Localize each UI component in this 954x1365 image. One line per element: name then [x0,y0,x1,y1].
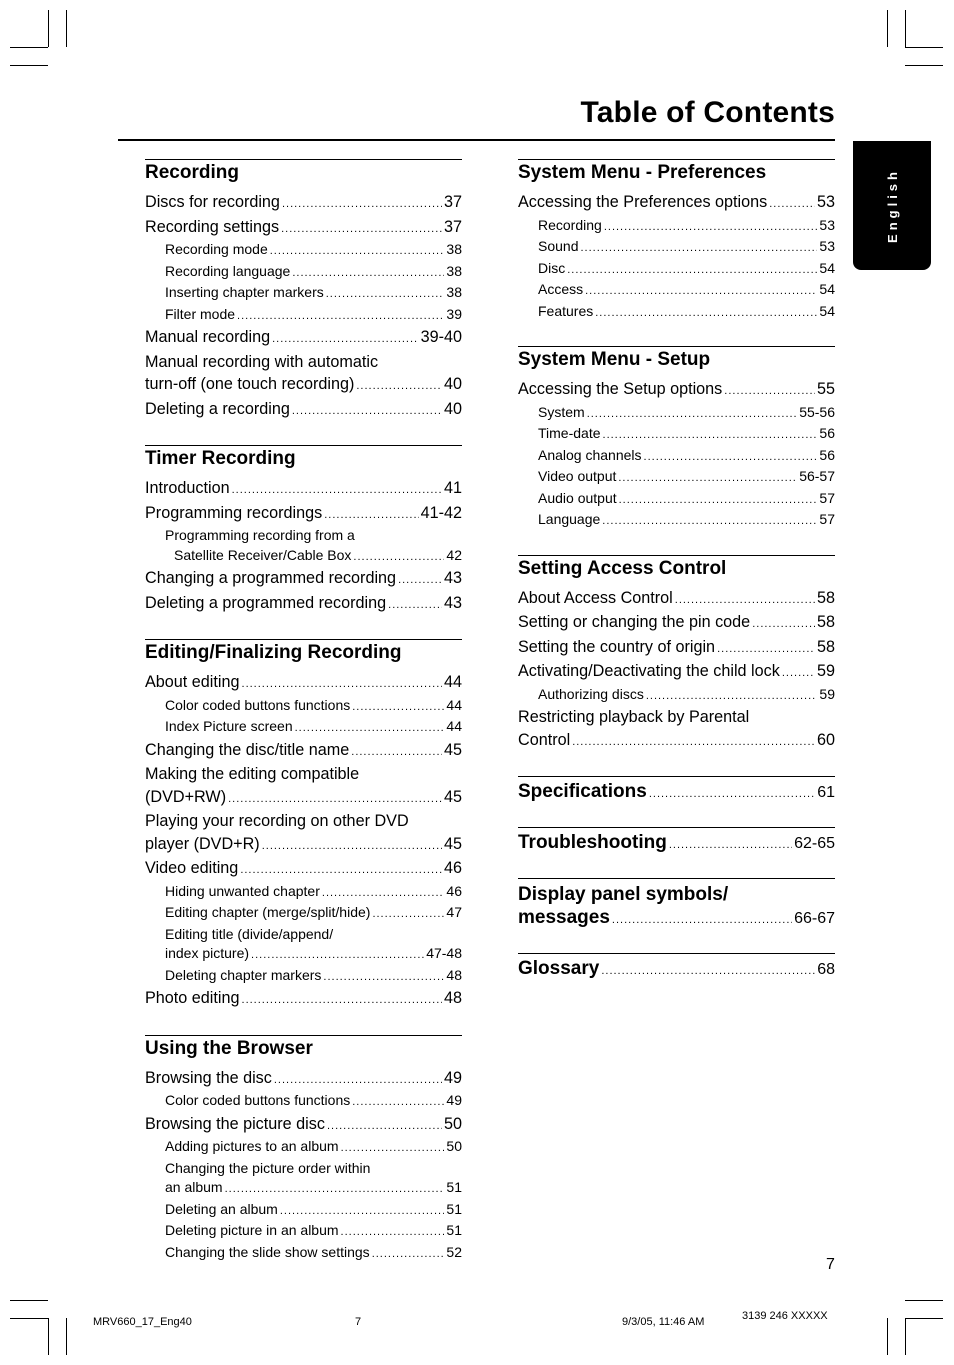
toc-entry-label: Audio output [538,489,617,506]
language-tab [853,141,931,270]
toc-entry[interactable] [518,280,835,302]
toc-entry-page: 58 [816,637,835,656]
toc-entry[interactable] [145,546,462,568]
dot-leader [225,1178,445,1200]
dot-leader [272,326,419,351]
toc-entry-label: Access [538,281,584,297]
toc-entry-page: 40 [443,399,462,418]
toc-section [145,159,462,422]
dot-leader [601,961,815,979]
toc-section [145,1035,462,1265]
toc-entry-lead: Programming recording from a [165,527,355,543]
footer-file: MRV660_17_Eng40 [93,1316,192,1328]
toc-entry-label: Deleting picture in an album [165,1222,339,1238]
toc-entry[interactable] [518,403,835,425]
toc-entry[interactable] [145,882,462,904]
toc-entry-label: Editing chapter (merge/split/hide) [165,904,371,920]
toc-entry[interactable] [518,660,835,685]
toc-entry-page: 58 [816,613,835,631]
crop-mark [905,47,943,48]
toc-entry[interactable] [145,191,462,216]
dot-leader [281,216,442,241]
toc-entry-page: 38 [446,284,462,300]
toc-entry-label: Setting or changing the pin code [518,613,751,631]
toc-entry[interactable] [145,477,462,502]
toc-entry-label: Recording [538,216,602,233]
dot-leader [398,567,442,592]
toc-entry[interactable] [145,216,462,241]
dot-leader [724,378,815,403]
toc-entry-label: Deleting a programmed recording [145,593,387,612]
toc-entry-label: Recording settings [145,217,280,236]
section-heading: Setting Access Control [518,555,835,583]
toc-entry[interactable] [145,502,462,527]
toc-section [145,639,462,1012]
toc-entry-page: 55-56 [799,403,835,420]
toc-entry-label: Time-date [538,425,601,441]
toc-entry-page: 53 [816,193,835,211]
toc-section [518,555,835,754]
dot-leader [372,903,444,925]
dot-leader [341,1221,445,1243]
toc-entry[interactable] [518,685,835,707]
toc-entry-page: 47 [446,904,462,920]
dot-leader [644,446,818,468]
dot-leader [372,1243,445,1265]
dot-leader [572,729,815,754]
dot-leader [232,477,442,502]
toc-section [518,159,835,323]
page-number: 7 [826,1256,835,1273]
toc-entry-label: Video editing [145,859,239,877]
dot-leader [242,671,442,696]
toc-major-entry[interactable] [518,776,835,803]
toc-entry-page: 50 [443,1114,462,1133]
toc-entry-label: turn-off (one touch recording) [145,375,355,393]
toc-entry[interactable] [145,1113,462,1138]
toc-right-column [518,159,835,1004]
crop-mark [905,65,943,66]
dot-leader [567,259,817,281]
toc-entry[interactable] [145,987,462,1012]
toc-entry[interactable] [145,567,462,592]
dot-leader [280,1200,445,1222]
toc-entry-page: 43 [443,593,462,612]
section-heading: Recording [145,159,462,187]
toc-entry-label: Browsing the disc [145,1068,272,1087]
toc-entry-label: Satellite Receiver/Cable Box [174,546,352,563]
footer-code: 3139 246 XXXXX [742,1310,828,1322]
toc-entry-page: 59 [816,662,835,680]
toc-entry-label: Recording language [165,262,291,279]
dot-leader [270,240,445,262]
toc-entry-label: player (DVD+R) [145,834,260,853]
toc-entry[interactable] [518,467,835,489]
toc-entry-lead: Restricting playback by Parental [518,708,750,726]
dot-leader [292,398,442,423]
dot-leader [649,784,815,802]
toc-entry-page: 49 [446,1092,462,1108]
toc-entry-page: 45 [443,834,462,853]
toc-entry-page: 53 [819,238,835,254]
toc-entry[interactable] [145,1067,462,1092]
toc-section [145,445,462,616]
toc-entry-lead: Display panel symbols/ [518,884,729,905]
toc-entry-label: Introduction [145,479,230,497]
toc-entry-page: 61 [817,784,835,801]
crop-mark [48,1318,49,1355]
toc-entry-page: 60 [816,730,835,749]
section-heading: Timer Recording [145,445,462,473]
toc-entry-label: Photo editing [145,989,240,1007]
toc-entry-label: Control [518,730,571,749]
toc-entry-lead: Editing title (divide/append/ [165,925,334,942]
toc-entry-page: 44 [446,696,462,713]
toc-entry-lead: Playing your recording on other DVD [145,812,409,830]
toc-left-column [145,159,462,1287]
toc-entry[interactable] [145,966,462,988]
toc-entry-label: Activating/Deactivating the child lock [518,662,780,680]
toc-entry[interactable] [518,636,835,661]
toc-entry[interactable] [145,1137,462,1159]
dot-leader [675,587,815,612]
toc-entry-page: 57 [819,489,835,506]
toc-entry[interactable] [518,216,835,238]
toc-entry-label: Deleting a recording [145,399,290,418]
toc-entry[interactable] [145,240,462,262]
dot-leader [619,489,818,511]
toc-entry-label: Accessing the Setup options [518,380,723,398]
toc-entry-lead: Changing the picture order within [165,1159,371,1176]
dot-leader [251,944,424,966]
dot-leader [388,592,442,617]
toc-entry[interactable] [145,857,462,882]
dot-leader [242,987,442,1012]
dot-leader [282,191,442,216]
toc-entry-label: Filter mode [165,305,236,322]
toc-entry[interactable] [145,696,462,718]
dot-leader [237,305,444,327]
toc-entry-label: Analog channels [538,446,642,463]
toc-entry-label: Programming recordings [145,503,323,522]
dot-leader [324,502,418,527]
dot-leader [352,1091,444,1113]
toc-entry-page: 39-40 [420,328,462,346]
toc-entry-label: Setting the country of origin [518,637,716,656]
toc-entry-page: 48 [443,989,462,1007]
footer-date: 9/3/05, 11:46 AM [622,1316,705,1328]
toc-entry[interactable] [145,1243,462,1265]
dot-leader [351,739,442,764]
toc-entry-label: Adding pictures to an album [165,1138,339,1154]
toc-entry-lead: Making the editing compatible [145,765,360,783]
toc-entry-label: System [538,403,585,420]
toc-entry-page: 41-42 [420,503,462,522]
crop-mark [887,1318,888,1355]
toc-section [518,346,835,532]
toc-entry-label: Changing the disc/title name [145,740,350,759]
toc-entry-label: Sound [538,238,579,254]
toc-entry[interactable] [145,833,462,858]
toc-entry-label: (DVD+RW) [145,787,227,806]
toc-entry-label: Browsing the picture disc [145,1114,325,1133]
toc-entry-page: 39 [446,305,462,322]
toc-entry[interactable] [145,786,462,811]
dot-leader [295,717,445,739]
section-heading: Using the Browser [145,1035,462,1063]
toc-entry-page: 58 [816,588,835,607]
toc-entry-page: 45 [443,740,462,759]
toc-entry-label: Glossary [518,958,600,979]
dot-leader [322,882,445,904]
crop-mark [887,10,888,47]
crop-mark [905,1300,943,1301]
toc-entry-page: 54 [819,281,835,297]
toc-entry[interactable] [518,378,835,403]
toc-entry-page: 47-48 [426,945,462,961]
toc-entry-page: 48 [446,966,462,983]
toc-entry[interactable] [145,398,462,423]
toc-entry-page: 40 [443,375,462,393]
toc-entry[interactable] [518,237,835,259]
toc-entry-page: 59 [819,685,835,702]
toc-entry-label: Deleting chapter markers [165,966,322,983]
dot-leader [274,1067,442,1092]
toc-entry-page: 44 [443,673,462,691]
toc-entry-page: 49 [443,1068,462,1087]
toc-entry[interactable] [145,373,462,398]
toc-entry-label: Disc [538,259,566,276]
toc-major-entry[interactable] [518,953,835,980]
dot-leader [292,262,444,284]
toc-entry-page: 37 [443,217,462,236]
crop-mark [905,10,906,47]
section-heading: System Menu - Setup [518,346,835,374]
toc-entry[interactable] [145,903,462,925]
dot-leader [341,1137,445,1159]
toc-entry-page: 50 [446,1138,462,1154]
toc-major-entry[interactable] [518,878,835,929]
toc-entry[interactable] [145,717,462,739]
title-rule [118,139,835,141]
toc-entry-label: Manual recording [145,328,271,346]
toc-entry[interactable] [145,944,462,966]
toc-entry[interactable] [145,671,462,696]
toc-entry-page: 51 [446,1222,462,1238]
toc-entry[interactable] [145,739,462,764]
toc-entry-label: index picture) [165,945,250,961]
page-title: Table of Contents [580,96,835,129]
dot-leader [587,403,798,425]
toc-entry-page: 56 [819,425,835,441]
toc-entry[interactable] [518,587,835,612]
toc-entry-label: Changing the slide show settings [165,1243,370,1260]
crop-mark [66,1318,67,1355]
dot-leader [228,786,442,811]
toc-entry-label: Inserting chapter markers [165,284,324,300]
toc-entry[interactable] [145,592,462,617]
dot-leader [603,424,818,446]
section-heading: Editing/Finalizing Recording [145,639,462,667]
dot-leader [595,302,817,324]
toc-major-entry[interactable] [518,827,835,854]
toc-entry[interactable] [518,611,835,636]
toc-entry-page: 44 [446,718,462,734]
crop-mark [905,1318,906,1355]
dot-leader [782,660,815,685]
toc-entry-page: 45 [443,787,462,806]
toc-entry-page: 46 [443,859,462,877]
toc-entry [518,907,835,929]
toc-entry[interactable] [518,191,835,216]
toc-entry[interactable] [518,259,835,281]
toc-entry-page: 68 [817,961,835,978]
dot-leader [646,685,818,707]
toc-entry-label: Language [538,511,601,527]
toc-entry-page: 51 [446,1200,462,1217]
toc-entry-label: Deleting an album [165,1200,278,1217]
toc-entry-page: 57 [819,511,835,527]
toc-entry-lead: Manual recording with automatic [145,352,379,371]
toc-entry-page: 66-67 [794,910,835,927]
toc-entry-label: Index Picture screen [165,718,293,734]
toc-entry-label: Color coded buttons functions [165,1092,351,1108]
toc-entry-page: 46 [446,882,462,899]
toc-entry-page: 56-57 [799,468,835,484]
dot-leader [323,966,444,988]
toc-entry-page: 62-65 [794,835,835,852]
toc-entry-page: 54 [819,302,835,319]
crop-mark [10,1318,48,1319]
toc-entry-label: Video output [538,468,617,484]
dot-leader [752,611,815,636]
dot-leader [618,467,797,489]
dot-leader [262,833,442,858]
dot-leader [327,1113,442,1138]
dot-leader [602,510,817,532]
toc-entry-label: Troubleshooting [518,832,667,853]
dot-leader [356,373,442,398]
toc-entry[interactable] [145,326,462,351]
toc-entry-page: 52 [446,1243,462,1260]
crop-mark [10,65,48,66]
toc-entry-label: Accessing the Preferences options [518,193,768,211]
toc-entry[interactable] [145,1200,462,1222]
toc-entry[interactable] [145,1221,462,1243]
toc-entry-page: 51 [446,1179,462,1195]
dot-leader [353,546,444,568]
toc-entry[interactable] [518,424,835,446]
toc-entry[interactable] [518,729,835,754]
toc-entry-label: messages [518,907,610,928]
toc-entry[interactable] [145,305,462,327]
toc-entry[interactable] [518,302,835,324]
toc-entry-page: 55 [816,380,835,398]
dot-leader [717,636,815,661]
toc-entry-label: About editing [145,673,240,691]
dot-leader [326,283,445,305]
section-heading: System Menu - Preferences [518,159,835,187]
toc-entry[interactable] [145,262,462,284]
crop-mark [10,47,48,48]
toc-entry-label: Features [538,302,594,319]
toc-entry-label: Color coded buttons functions [165,696,351,713]
toc-entry[interactable] [518,489,835,511]
toc-entry-label: Changing a programmed recording [145,569,397,587]
toc-entry-label: Discs for recording [145,193,280,211]
dot-leader [585,280,817,302]
toc-entry-page: 54 [819,259,835,276]
footer-page: 7 [355,1316,362,1328]
toc-entry-page: 43 [443,569,462,587]
toc-entry-label: Authorizing discs [538,685,644,702]
dot-leader [669,835,792,853]
toc-entry[interactable] [145,1091,462,1113]
language-tab-label: English [884,168,900,243]
dot-leader [352,696,444,718]
dot-leader [612,910,792,928]
toc-entry-page: 42 [446,546,462,563]
toc-entry[interactable] [518,446,835,468]
toc-entry-label: About Access Control [518,588,673,607]
toc-entry-page: 37 [443,193,462,211]
toc-entry[interactable] [145,283,462,305]
toc-entry-label: an album [165,1179,223,1195]
toc-entry-label: Recording mode [165,241,268,257]
toc-entry-page: 53 [819,216,835,233]
dot-leader [580,237,817,259]
toc-entry[interactable] [518,510,835,532]
crop-mark [10,1300,48,1301]
dot-leader [604,216,818,238]
toc-entry-page: 41 [443,479,462,497]
crop-mark [48,10,49,47]
dot-leader [769,191,815,216]
toc-entry-page: 38 [446,241,462,257]
toc-entry[interactable] [145,1178,462,1200]
toc-entry-label: Specifications [518,781,647,802]
toc-entry-label: Hiding unwanted chapter [165,882,320,899]
crop-mark [905,1318,943,1319]
dot-leader [240,857,442,882]
toc-entry-page: 38 [446,262,462,279]
toc-entry-page: 56 [819,446,835,463]
crop-mark [66,10,67,47]
